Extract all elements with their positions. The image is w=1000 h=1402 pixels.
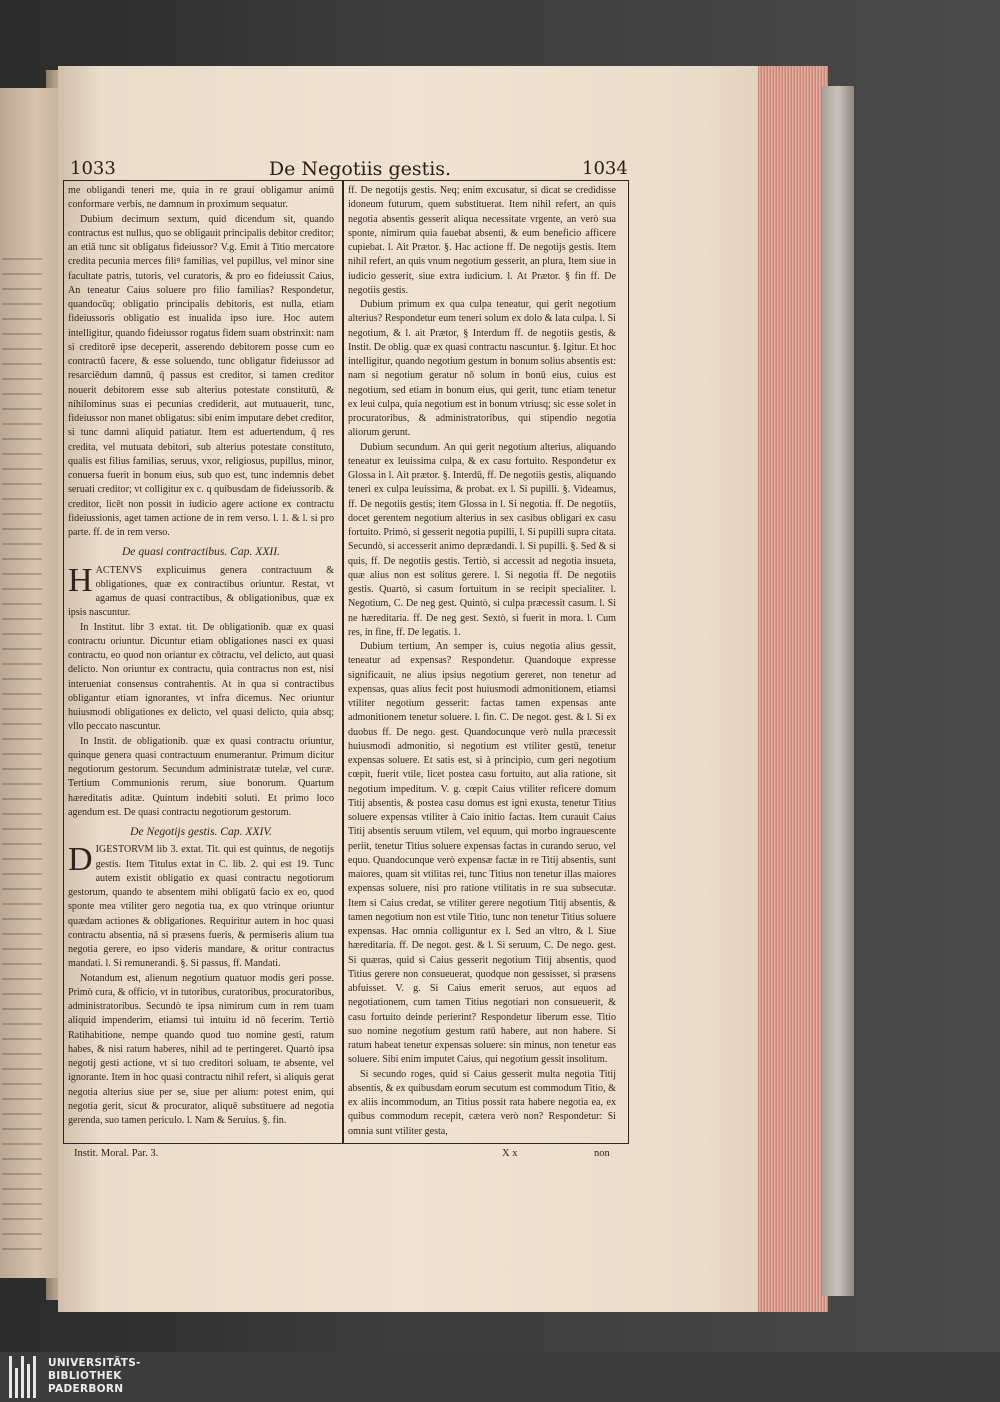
chapter-opening xyxy=(68,843,334,971)
drop-cap: H xyxy=(68,561,93,599)
page-number-left: 1033 xyxy=(70,158,116,179)
right-column xyxy=(348,184,616,1140)
opening-text: IGESTORVM lib 3. extat. Tit. qui est quintus, de negotijs gestis. Item Titulus extat in C. lib. 2. qui est 19. Tunc autem existit obligatio ex quasi contractu negotiorum gestorum, quando te absentem mihi obligatū facio ex eo, quod sponte mea vtiliter gero negotia tua, ex quo vtrinque oriuntur quædam actiones & obligationes. Requiritur autem in hoc quasi contractu absentia, nā si præsens fueris, & permiseris alium tua negotia gerere, eo ipso videris mandare, & oritur contractus mandati. l. Si remunerandi. §. Si passus, ff. Mandati. xyxy=(68,844,334,970)
paragraph: Dubium decimum sextum, quid dicendum sit, quando contractus est nullus, quo se obligauit principalis debitor creditor; an etiā tunc sit obligatus fideiussor? V.g. Emit à Titio mercatore credita pecunia merces filiꝰ familias, vel pupillus, vel minor sine facultate patris, tutoris, vel curatoris, & pro eo fideiussit Caius, An teneatur Caius soluere pro filio familias? Respondetur, quandocūq; obligatio principalis debitoris, est nulla, etiam fideiussoris obligatio est inualida ipso iure. Hoc autem intelligitur, quando fideiussor rogatus fidem suam obstrinxit: nam si creditorē ipse deceperit, asserendo debitorem posse cum eo contractū facere, & esse soluendo, tunc obligatur fideiussor ad resarciēdum damnū, q̄ passus est creditor, si tamen creditor nouerit debitorem esse sub alterius potestate constitutū, & nihilominus suas ei pecunias crediderit, aut mutuauerit, tunc, fideiussor non manet obligatus: sibi enim imputare debet creditor, si tunc damni aliquid patiatur. Item est aduertendum, q̄ res credita, vel mutuata debitori, sub alterius potestate constituto, qualis est filius familias, seruus, vxor, religiosus, pupillus, minor, conuersa fuerit in bonum eius, sub quo est, tunc indemnis debet seruati creditor; vt colligitur ex c. q quibusdam de fideiussorib. & creditor, licēt non possit in iudicio agere actione ex contractu fideiussionis, aget tamen actione de in rem verso. l. 1. & l. si pro parte. ff. de in rem verso. xyxy=(68,213,334,538)
paragraph: In Institut. libr 3 extat. tit. De obligationib. quæ ex quasi contractu oriuntur. Dicuntur etiam obligationes nasci ex quasi contractu, eo quod non oriantur ex cōtractu, vel delicto, aut quasi delicto. Non oriuntur ex contractu, quia contractus non est, nisi interueniat consensus contrahentis. At in qua si contractibus obligantur etiam ignorantes, vt infra dicemus. Nec oriuntur huiusmodi obligationes ex delicto, vel quasi delicto, quia absq; vllo peccato nascuntur. xyxy=(68,621,334,733)
paragraph: ff. De negotijs gestis. Neq; enim excusatur, si dicat se credidisse idoneum futurum, quem substituerat. Item nihil refert, an quis negotia absentis gesserit aliqua necessitate vrgente, an verò sua sponte, nimirum quia fauebat absenti, & eum beneficio afficere cupiebat. l. Ait Prætor. §. Hac actione ff. De negotijs gestis. Item nihil refert, an quis vnum negotium gesserit, an plura, Item siue in iudicio gesserit, siue extra iudicium. l. At Prætor. § fin ff. De negotiis gestis. xyxy=(348,185,616,296)
paragraph: Dubium secundum. An qui gerit negotium alterius, aliquando teneatur ex leuissima culpa, & ex casu fortuito. Respondetur ex Glossa in l. Ait prætor. §. Interdū, ff. De negotiis gestis, aliquando teneri ex culpa leuissima, & probat. ex l. Si pupilli. §. Videamus, ff. De negotiis gestis; item Glossa in l. Si negotia. ff. De negotiis, docet gerentem negotium alterius in sex casibus obligari ex casu fortuito. Primò, si gesserit negotia pupilli, l. Si pupilli supra citata. Secundò, si accesserit animo deprædandi. l. Si pupilli. §. Sed & si quis, ff. De negotiis gestis. Tertiò, si accessit ad negotia insueta, quæ alius non est solitus gerere. l. Si negotia ff. De negotiis gestis. Quartò, si casum fortuitum in se recipit specialiter. l. Negotium, C. De neg gest. Quintò, si culpa præcessit casum. l. Si ne hæreditaria. ff. De neg gest. Sextò, si fuerit in mora. l. Cum res, in fine, ff. De legatis. 1. xyxy=(348,441,616,638)
book-cover-board xyxy=(822,86,854,1296)
column-divider xyxy=(342,180,344,1144)
left-column xyxy=(68,184,334,1140)
facing-page-edge xyxy=(0,88,60,1278)
chapter-opening xyxy=(68,561,334,621)
chapter-heading: De quasi contractibus. Cap. XXII. xyxy=(121,545,281,559)
facing-page-text xyxy=(2,258,42,1258)
library-name: UNIVERSITÄTS- BIBLIOTHEK PADERBORN xyxy=(48,1357,141,1395)
library-footer-bar xyxy=(0,1352,1000,1402)
running-title: De Negotiis gestis. xyxy=(268,158,452,180)
page-number-right: 1034 xyxy=(582,158,628,179)
page-edges xyxy=(752,66,828,1312)
drop-cap: D xyxy=(68,841,93,879)
footer-title: Instit. Moral. Par. 3. xyxy=(74,1148,159,1159)
paragraph: Notandum est, alienum negotium quatuor modis geri posse. Primò cura, & officio, vt in tutoribus, curatoribus, procuratoribus, administratoribus. Secundò te ipsa nimirum cum in rem tuam aliquid impenderim, etiamsi tui intuitu id nō fecerim. Tertiò Ratihabitione, nempe quando quod tuo nomine gesti, ratum habes, & nisi ratum haberes, nihil ad te pertingeret. Quartò ipsa negotij gesti actione, vt si tuo creditori soluam, te absente, vel ignorante. Item in hoc quasi contractu nihil refert, si aliquis gerat negotia alterius siue per se, siue per alium: potest enim, qui negotia gerit, sicut & procurator, aliquē substituere ad negotia gerenda, suo tamen periculo. l. Nam & Seruius. §. fin. xyxy=(68,972,334,1126)
signature-mark: X x xyxy=(502,1148,518,1159)
opening-text: ACTENVS explicuimus genera contractuum & obligationes, quæ ex contractibus oriuntur. Restat, vt agamus de quasi contractibus, & obligationibus, quæ ex ipsis nascuntur. xyxy=(68,564,334,619)
paragraph: Si secundo roges, quid si Caius gesserit multa negotia Titij absentis, & ex quibusdam eorum secutum est commodum Titio, & ex aliis incommodum, an Titius possit rata habere negotia ea, ex quibus commodum recepit, cætera verò non? Respondetur: Si omnia sunt vtiliter gesta, xyxy=(348,1068,616,1137)
catchword: non xyxy=(594,1148,610,1159)
chapter-heading: De Negotijs gestis. Cap. XXIV. xyxy=(130,825,272,838)
library-logo-icon xyxy=(9,1356,39,1398)
paragraph: me obligandi teneri me, quia in re graui obligamur animū conformare verbis, ne damnum in proximum sequatur. xyxy=(68,185,334,211)
paragraph: In Instit. de obligationib. quæ ex quasi contractu oriuntur, quinque genera quasi contractuum enumerantur. Primum dicitur negotiorum gestorum. Secundum administratæ tutelæ, vel curæ. Tertium Communionis rerum, siue bonorum. Quartum hæreditatis aditæ. Quintum indebiti soluti. Et primo loco agendum est. De quasi contractu negotiorum gestorum. xyxy=(68,735,334,818)
paragraph: Dubium primum ex qua culpa teneatur, qui gerit negotium alterius? Respondetur eum teneri solum ex dolo & lata culpa. l. Si negotium, & l. ait Prætor, § Interdum ff. de negotiis gestis, & Instit. De oblig. quæ ex quasi contractu nascuntur. §. Igitur. Et hoc intelligitur, quando negotium gestum in bonum solius absentis est: nam si negotium geratur nō solum in bonū eius, cuius est negotium, sed etiam in bonum eius, qui gerit, tunc etiam tenetur ex leui culpa, quia negotium est in bonum vtriusq; sic esse solet in procuratoribus, & administratoribus, qui stipendio negotia aliorum gerunt. xyxy=(348,299,616,439)
paragraph: Dubium tertium, An semper is, cuius negotia alius gessit, teneatur ad expensas? Respondetur. Quandoque expresse significauit, ne alius ipsius negotium gereret, non tenetur ad expensas, quas alius fecit post huiusmodi admonitionem, etiamsi vtiliter negotium gesserit: factas tamen expensas ante admonitionem tenetur soluere. l. fin. C. De negot. gest. & l. Si ex duobus ff. De nego. gest. Quandocunque verò nulla præcessit huiusmodi admonitio, si negotium est vtiliter gestū, tenetur expensas soluere. Et satis est, si à principio, cum geri negotium cœpit, fuerit vtile, licet postea casu fortuito, aut alia ratione, sit negotium impeditum. V. g. cœpit Caius vtiliter reficere domum Titij absentis, & postea casu domus est igni exusta, tenetur Titius soluere expensas vtiliter à Caio initio factas. Item curauit Caius Titij absentis seruum vtilem, vel equum, qui morbo ingrauescente periit, tenetur Titius soluere expensas factas in curando seruo, vel equo. Quandocunque verò expensæ factæ in re Titij absentis, sunt maiores, quam sit vtilitas rei, tunc Titius non tenetur illas maiores expensas soluere, nisi pro ratione vtilitatis in re sua subsecutæ. Item si Caius credat, se vtiliter gerere negotium Titij absentis, & tamen negotium non est vtile Titio, tunc non tenetur Titius soluere expensas. Hac omnia colliguntur ex l. Sed an vltro, & l. Siue hæreditaria. ff. De negot. gest. & l. Si seruum, C. De nego. gest. Si quæras, quid si Caius gesserit negotium Titij absentis, quod Titius gerere non consueuerat, quodque non gessisset, si præsens abfuisset. V. g. Si Caius emerit seruos, aut equos ad negotiationem, cum tamen Titius negotiari non consueuerit, & casu fortuito deinde perierint? Respondetur liberum esse. Titio suo nomine negotium gestum ratū habere, aut non habere. Si ratum habeat tenetur expensas soluere: sin minus, non tenetur eas soluere. Sibi enim imputet Caius, qui negotium gessit insolitum. xyxy=(348,641,616,1066)
